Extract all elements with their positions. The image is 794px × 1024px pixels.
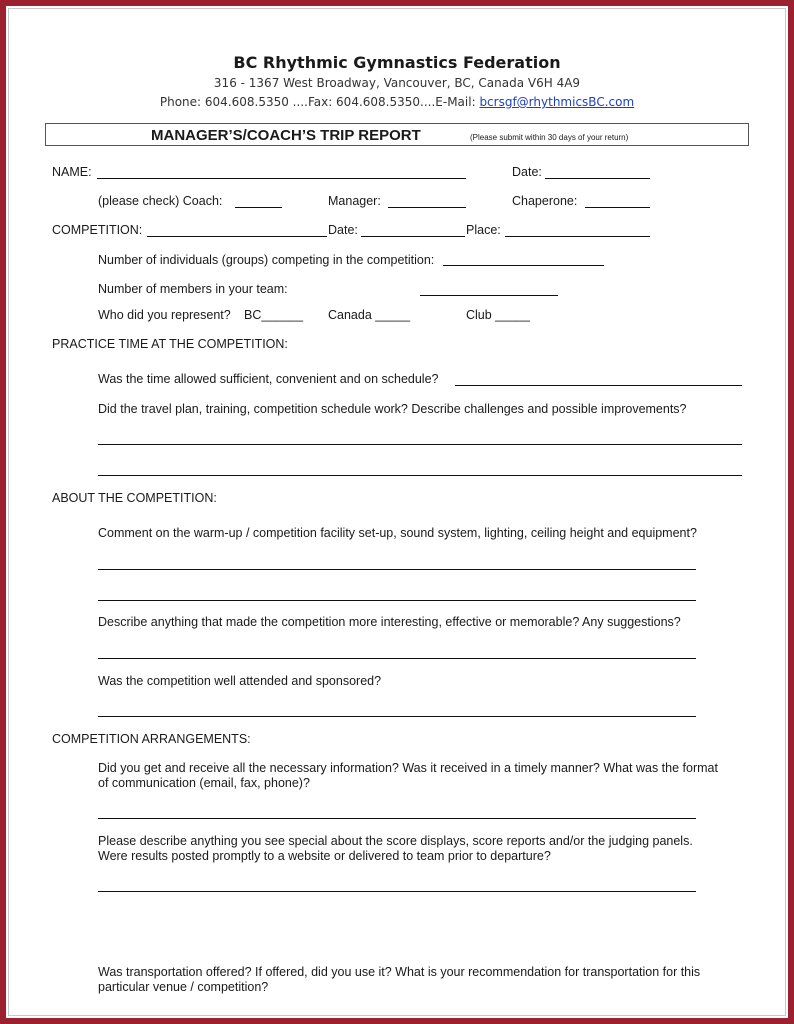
place-label: Place: — [466, 223, 501, 237]
arrangements-q2-line1: Please describe anything you see special about the score displays, score reports and/or the judging panels. — [98, 834, 693, 848]
practice-q2: Did the travel plan, training, competition schedule work? Describe challenges and possible improvements? — [98, 402, 687, 416]
email-link[interactable]: bcrsgf@rhythmicsBC.com — [479, 95, 635, 109]
coach-check-field[interactable] — [235, 207, 282, 208]
represent-bc[interactable]: BC______ — [244, 308, 304, 322]
practice-q2-answer-line[interactable] — [98, 444, 742, 445]
num-members-label: Number of members in your team: — [98, 282, 288, 296]
practice-heading: PRACTICE TIME AT THE COMPETITION: — [52, 337, 288, 351]
arrangements-q1-line1: Did you get and receive all the necessary information? Was it received in a timely manner? What was the format — [98, 761, 718, 775]
num-individuals-field[interactable] — [443, 265, 604, 266]
manager-label: Manager: — [328, 194, 381, 208]
arrangements-q1-answer-line[interactable] — [98, 818, 696, 819]
date-field[interactable] — [545, 178, 650, 179]
contact-text: Phone: 604.608.5350 ....Fax: 604.608.5350....E-Mail: — [159, 95, 480, 109]
coach-label: (please check) Coach: — [98, 194, 223, 208]
submit-note: (Please submit within 30 days of your return) — [470, 133, 629, 142]
about-q2-answer-line[interactable] — [98, 658, 696, 659]
about-q3: Was the competition well attended and sponsored? — [98, 674, 382, 688]
about-q3-answer-line[interactable] — [98, 716, 696, 717]
practice-q2-answer-line[interactable] — [98, 475, 742, 476]
org-name: BC Rhythmic Gymnastics Federation — [233, 53, 561, 72]
competition-field[interactable] — [147, 236, 327, 237]
about-q2: Describe anything that made the competition more interesting, effective or memorable? Any suggestions? — [98, 615, 681, 629]
org-address: 316 - 1367 West Broadway, Vancouver, BC, Canada V6H 4A9 — [213, 76, 581, 90]
practice-q1: Was the time allowed sufficient, convenient and on schedule? — [98, 372, 439, 386]
arrangements-q2-line2: Were results posted promptly to a website or delivered to team prior to departure? — [98, 849, 551, 863]
arrangements-q1-line2: of communication (email, fax, phone)? — [98, 776, 310, 790]
form-title: MANAGER’S/COACH’S TRIP REPORT — [151, 127, 421, 144]
arrangements-q2-answer-line[interactable] — [98, 891, 696, 892]
about-heading: ABOUT THE COMPETITION: — [52, 491, 217, 505]
page-inner-border — [8, 8, 786, 1016]
num-members-field[interactable] — [420, 295, 558, 296]
about-q1: Comment on the warm-up / competition facility set-up, sound system, lighting, ceiling height and equipment? — [98, 526, 697, 540]
competition-date-label: Date: — [328, 223, 358, 237]
name-label: NAME: — [52, 165, 92, 179]
arrangements-heading: COMPETITION ARRANGEMENTS: — [52, 732, 251, 746]
practice-q1-answer[interactable] — [455, 385, 742, 386]
arrangements-q3-line1: Was transportation offered? If offered, did you use it? What is your recommendation for transportation for this — [98, 965, 701, 979]
date-label: Date: — [512, 165, 542, 179]
place-field[interactable] — [505, 236, 650, 237]
manager-check-field[interactable] — [388, 207, 466, 208]
about-q1-answer-line[interactable] — [98, 569, 696, 570]
name-field[interactable] — [97, 178, 466, 179]
chaperone-label: Chaperone: — [512, 194, 578, 208]
represent-canada[interactable]: Canada _____ — [328, 308, 411, 322]
org-contact — [0, 95, 794, 109]
represent-club[interactable]: Club _____ — [466, 308, 530, 322]
represent-label: Who did you represent? — [98, 308, 231, 322]
competition-date-field[interactable] — [361, 236, 465, 237]
about-q1-answer-line[interactable] — [98, 600, 696, 601]
arrangements-q3-line2: particular venue / competition? — [98, 980, 269, 994]
num-individuals-label: Number of individuals (groups) competing in the competition: — [98, 253, 435, 267]
chaperone-check-field[interactable] — [585, 207, 650, 208]
competition-label: COMPETITION: — [52, 223, 143, 237]
